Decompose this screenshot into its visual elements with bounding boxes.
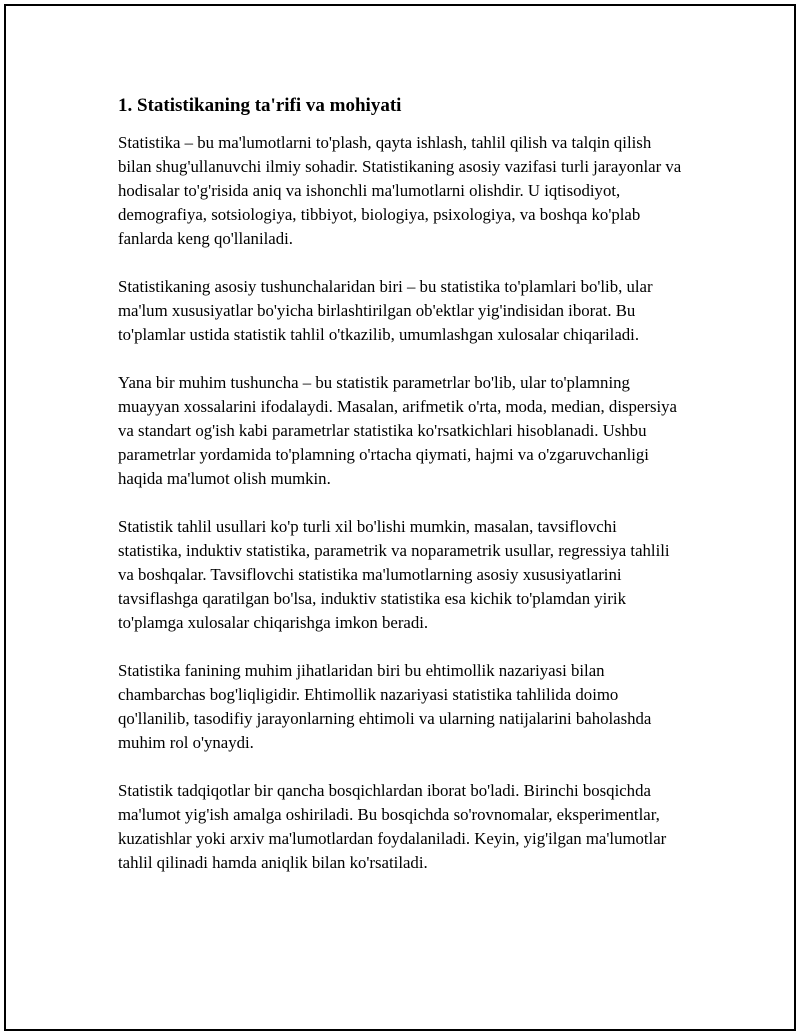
paragraph-4: Statistik tahlil usullari ko'p turli xil bo'lishi mumkin, masalan, tavsiflovchi statistika, induktiv statistika, parametrik va noparametrik usullar, regressiya tahlili va boshqalar. Tavsiflovchi statistika ma'lumotlarning asosiy xususiyatlarini tavsiflashga qaratilgan bo'lsa, induktiv statistika esa kichik to'plamdan yirik to'plamga xulosalar chiqarishga imkon beradi. <box>118 517 670 632</box>
document-body <box>118 93 684 899</box>
paragraph-6: Statistik tadqiqotlar bir qancha bosqichlardan iborat bo'ladi. Birinchi bosqichda ma'lumot yig'ish amalga oshiriladi. Bu bosqichda so'rovnomalar, eksperimentlar, kuzatishlar yoki arxiv ma'lumotlardan foydalaniladi. Keyin, yig'ilgan ma'lumotlar tahlil qilinadi hamda aniqlik bilan ko'rsatiladi. <box>118 781 667 872</box>
section-heading: 1. Statistikaning ta'rifi va mohiyati <box>118 95 402 116</box>
paragraph-2: Statistikaning asosiy tushunchalaridan biri – bu statistika to'plamlari bo'lib, ular ma'lum xususiyatlar bo'yicha birlashtirilgan ob'ektlar yig'indisidan iborat. Bu to'plamlar ustida statistik tahlil o'tkazilib, umumlashgan xulosalar chiqariladi. <box>118 277 653 344</box>
paragraph-1: Statistika – bu ma'lumotlarni to'plash, qayta ishlash, tahlil qilish va talqin qilish bilan shug'ullanuvchi ilmiy sohadir. Statistikaning asosiy vazifasi turli jarayonlar va hodisalar to'g'risida aniq va ishonchli ma'lumotlarni olishdir. U iqtisodiyot, demografiya, sotsiologiya, tibbiyot, biologiya, psixologiya, va boshqa ko'plab fanlarda keng qo'llaniladi. <box>118 133 682 248</box>
paragraph-3: Yana bir muhim tushuncha – bu statistik parametrlar bo'lib, ular to'plamning muayyan xossalarini ifodalaydi. Masalan, arifmetik o'rta, moda, median, dispersiya va standart og'ish kabi parametrlar statistika ko'rsatkichlari hisoblanadi. Ushbu parametrlar yordamida to'plamning o'rtacha qiymati, hajmi va o'zgaruvchanligi haqida ma'lumot olish mumkin. <box>118 373 677 488</box>
paragraph-5: Statistika fanining muhim jihatlaridan biri bu ehtimollik nazariyasi bilan chambarchas bog'liqligidir. Ehtimollik nazariyasi statistika tahlilida doimo qo'llanilib, tasodifiy jarayonlarning ehtimoli va ularning natijalarini baholashda muhim rol o'ynaydi. <box>118 661 652 752</box>
